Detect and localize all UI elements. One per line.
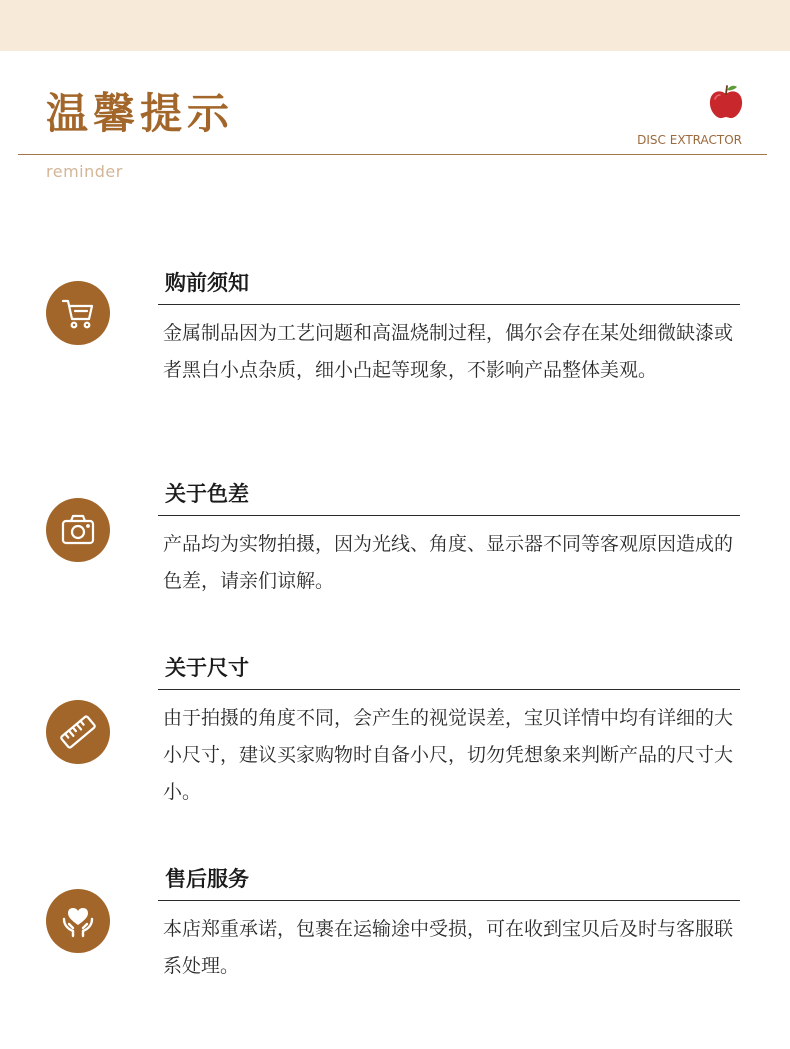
section-title: 购前须知 bbox=[165, 271, 249, 295]
camera-icon-badge bbox=[46, 498, 110, 562]
camera-icon bbox=[58, 510, 98, 550]
section-title: 关于色差 bbox=[165, 482, 249, 506]
section-size bbox=[0, 653, 790, 833]
header-divider bbox=[18, 154, 767, 155]
section-divider bbox=[158, 515, 740, 516]
section-divider bbox=[158, 304, 740, 305]
ruler-icon-badge bbox=[46, 700, 110, 764]
heart-hands-icon-badge bbox=[46, 889, 110, 953]
section-body: 产品均为实物拍摄，因为光线、角度、显示器不同等客观原因造成的色差，请亲们谅解。 bbox=[163, 533, 734, 592]
apple-logo-icon bbox=[706, 82, 746, 122]
cart-icon-badge bbox=[46, 281, 110, 345]
top-banner bbox=[0, 0, 790, 51]
section-body: 由于拍摄的角度不同，会产生的视觉误差，宝贝详情中均有详细的大小尺寸，建议买家购物时自备小尺，切勿凭想象来判断产品的尺寸大小。 bbox=[163, 707, 734, 803]
section-purchase-notice bbox=[0, 268, 790, 448]
section-after-sales bbox=[0, 864, 790, 1044]
section-color-difference bbox=[0, 479, 790, 659]
cart-icon bbox=[58, 293, 98, 333]
heart-hands-icon bbox=[58, 901, 98, 941]
section-body: 金属制品因为工艺问题和高温烧制过程，偶尔会存在某处细微缺漆或者黑白小点杂质，细小凸起等现象，不影响产品整体美观。 bbox=[163, 322, 734, 381]
page-subtitle: reminder bbox=[46, 162, 123, 181]
section-divider bbox=[158, 900, 740, 901]
section-title: 关于尺寸 bbox=[165, 656, 249, 680]
section-body: 本店郑重承诺，包裹在运输途中受损，可在收到宝贝后及时与客服联系处理。 bbox=[163, 918, 734, 977]
section-title: 售后服务 bbox=[165, 867, 249, 891]
section-divider bbox=[158, 689, 740, 690]
ruler-icon bbox=[58, 712, 98, 752]
brand-label: DISC EXTRACTOR bbox=[637, 133, 742, 147]
page-title: 温馨提示 bbox=[46, 89, 235, 138]
